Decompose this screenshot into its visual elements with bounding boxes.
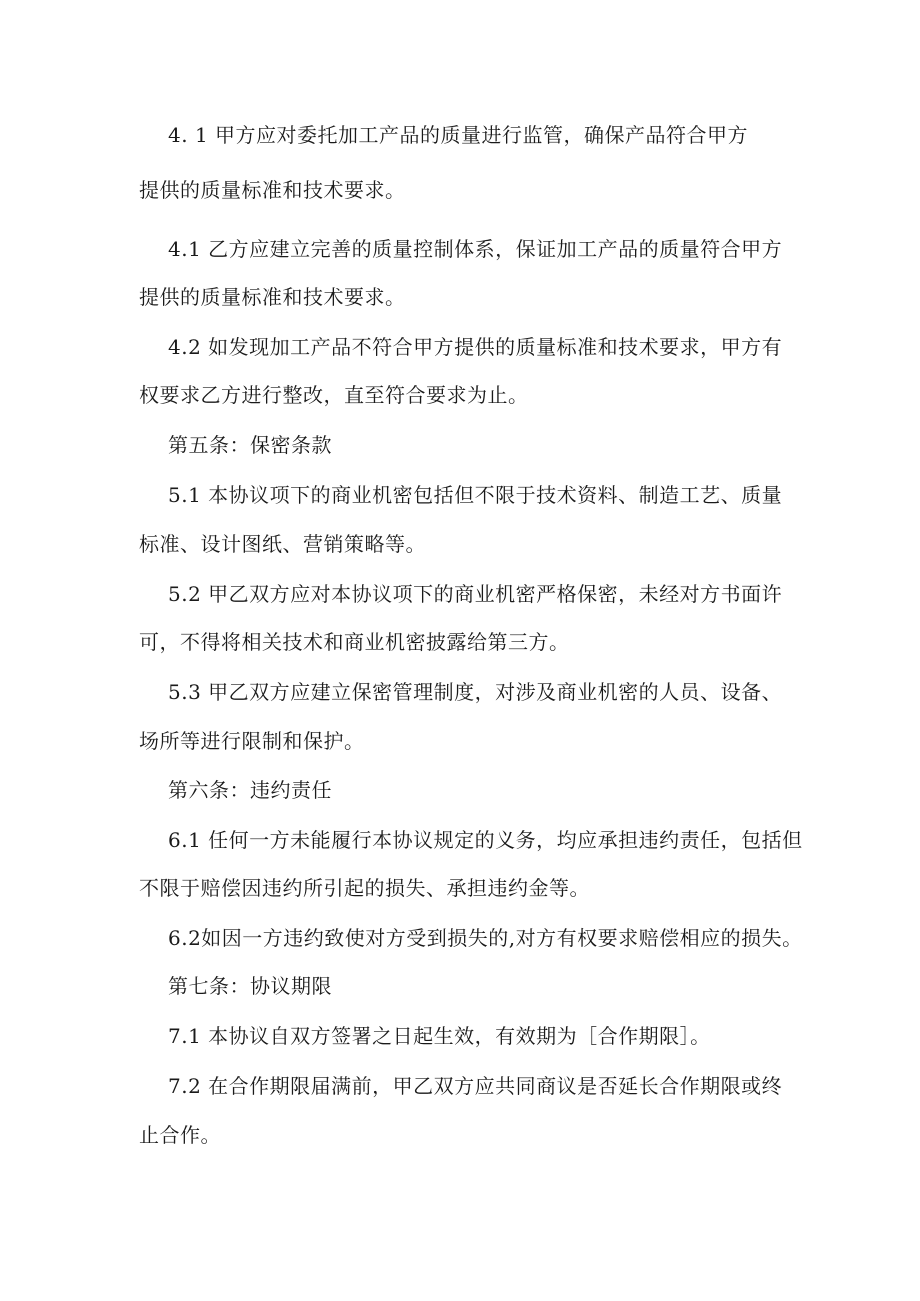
- clause-5-3-line-1: 5.3 甲乙双方应建立保密管理制度，对涉及商业机密的人员、设备、: [168, 680, 783, 704]
- clause-4-1-quality-supervision-line-2: 提供的质量标准和技术要求。: [139, 178, 406, 202]
- clause-4-1-quality-control-line-2: 提供的质量标准和技术要求。: [139, 285, 406, 309]
- clause-6-1-line-1: 6.1 任何一方未能履行本协议规定的义务，均应承担违约责任，包括但: [168, 828, 803, 852]
- clause-4-1-quality-supervision-line-1: 4. 1 甲方应对委托加工产品的质量进行监管，确保产品符合甲方: [168, 123, 749, 147]
- clause-4-1-quality-control-line-1: 4.1 乙方应建立完善的质量控制体系，保证加工产品的质量符合甲方: [168, 237, 783, 261]
- article-7-heading: 第七条：协议期限: [168, 974, 332, 998]
- clause-7-2-line-2: 止合作。: [139, 1123, 221, 1147]
- clause-4-2-line-2: 权要求乙方进行整改，直至符合要求为止。: [139, 383, 529, 407]
- clause-5-2-line-2: 可，不得将相关技术和商业机密披露给第三方。: [139, 630, 570, 654]
- clause-5-1-line-2: 标准、设计图纸、营销策略等。: [139, 532, 426, 556]
- article-5-heading: 第五条：保密条款: [168, 433, 332, 457]
- clause-4-2-line-1: 4.2 如发现加工产品不符合甲方提供的质量标准和技术要求，甲方有: [168, 335, 783, 359]
- article-6-heading: 第六条：违约责任: [168, 778, 332, 802]
- clause-5-1-line-1: 5.1 本协议项下的商业机密包括但不限于技术资料、制造工艺、质量: [168, 483, 783, 507]
- clause-6-2: 6.2如因一方违约致使对方受到损失的,对方有权要求赔偿相应的损失。: [168, 926, 803, 950]
- clause-7-2-line-1: 7.2 在合作期限届满前，甲乙双方应共同商议是否延长合作期限或终: [168, 1074, 783, 1098]
- clause-6-1-line-2: 不限于赔偿因违约所引起的损失、承担违约金等。: [139, 876, 590, 900]
- clause-5-2-line-1: 5.2 甲乙双方应对本协议项下的商业机密严格保密，未经对方书面许: [168, 582, 783, 606]
- clause-7-1: 7.1 本协议自双方签署之日起生效，有效期为［合作期限］。: [168, 1024, 711, 1048]
- clause-5-3-line-2: 场所等进行限制和保护。: [139, 729, 365, 753]
